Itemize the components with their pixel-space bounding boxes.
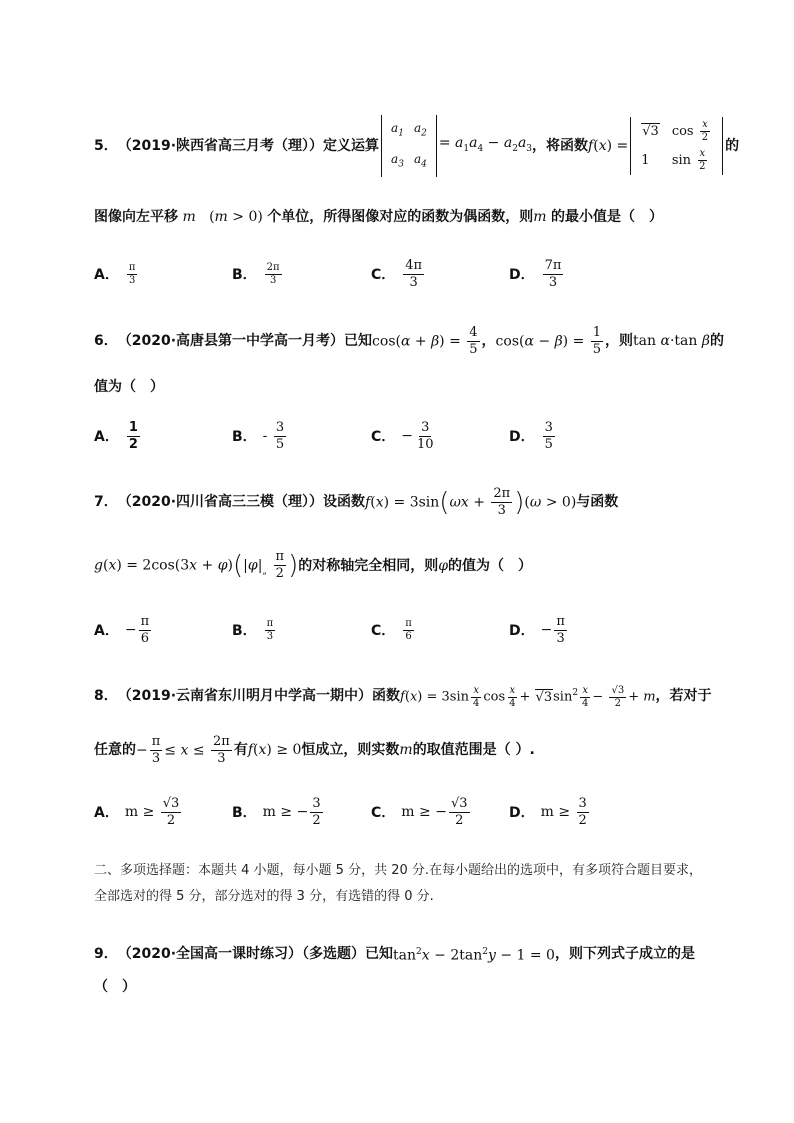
q6-options (94, 416, 654, 456)
q7-option-a[interactable]: A． − $\frac{\pi}{6}$ (94, 613, 150, 646)
q6-text-a: 已知 (344, 333, 373, 349)
q8-line2-c: 恒成立，则实数 (301, 742, 400, 758)
q9-source: （2020·全国高一课时练习）（多选题） (117, 946, 366, 962)
q7-options (94, 610, 654, 650)
q8-option-c[interactable]: C． m ≥ − $\frac{√3}{2}$ (371, 795, 468, 828)
q7-text-b: 与函数 (576, 494, 619, 510)
q7-option-d[interactable]: D． − $\frac{\pi}{3}$ (509, 613, 565, 646)
q5-line2-b: 个单位，所得图像对应的函数为偶函数，则 (267, 209, 534, 225)
q5-option-a[interactable]: A． $\frac{\pi}{3}$ (94, 261, 136, 286)
q7-line2-c: 的值为（ ） (448, 558, 533, 574)
q9-text-a: 已知 (365, 946, 394, 962)
q5-options (94, 254, 654, 294)
q9-text-b: ，则下列式子成立的是 (554, 946, 695, 962)
q5-line2-c: 的最小值是（ ） (551, 209, 664, 225)
q8-range: − $\frac{\pi}{3}$ ≤ x ≤ $\frac{2\pi}{3}$ (136, 733, 230, 766)
q5-text-c: 的 (725, 138, 740, 154)
q8-line2-d: 的取值范围是（ ）. (412, 742, 535, 758)
q6-text-c: ，则 (605, 333, 634, 349)
q7-line2-b: 的对称轴完全相同，则 (298, 558, 439, 574)
q5-source: （2019·陕西省高三月考（理）） (117, 138, 324, 154)
question-9 (94, 940, 714, 998)
q6-source: （2020·高唐县第一中学高一月考） (117, 333, 345, 349)
q5-text-b: ，将函数 (532, 138, 589, 154)
q5-formula: = $a_1a_4 - a_2a_3$ (438, 135, 533, 154)
q8-fx: f(x) = 3sin $\frac{x}{4}$ cos $\frac{x}{4}$ + $√3\sin^2$ $\frac{x}{4}$ − $\frac{√3}{2}$ + m (400, 684, 656, 709)
q7-option-b[interactable]: B． $\frac{\pi}{3}$ (232, 617, 274, 642)
q8-text-b: ，若对于 (655, 688, 712, 704)
question-5: 5． （2019·陕西省高三月考（理）） 定义运算 $a_1$ $a_2$ $a_3$ $a_4$ = $a_1a_4 - a_2a_3$ ，将函数 f(x) = √3 cos $\frac{x}{2}$ 1 sin $\frac{x}{2}$ 的 图像向左平移 m (m > 0) 个单位，所得图像对应的函数为偶函数，则m 的最小值是（ ） (94, 108, 714, 228)
q6-number: 6． (94, 333, 118, 349)
q8-line2-b: 有 (233, 742, 248, 758)
q5-determinant: $a_1$ $a_2$ $a_3$ $a_4$ (381, 115, 437, 178)
q5-number: 5． (94, 138, 118, 154)
q5-option-d[interactable]: D． $\frac{7\pi}{3}$ (509, 257, 562, 290)
q8-source: （2019·云南省东川明月中学高一期中） (117, 688, 373, 704)
q8-text-a: 函数 (372, 688, 401, 704)
q8-options (94, 792, 654, 832)
q5-text-a: 定义运算 (323, 138, 380, 154)
q5-option-c[interactable]: C． $\frac{4\pi}{3}$ (371, 257, 423, 290)
q6-option-a[interactable]: A． $\frac{1}{2}$ (94, 419, 138, 452)
q6-option-c[interactable]: C． − $\frac{3}{10}$ (371, 419, 434, 452)
q6-text-b: ， (481, 333, 496, 349)
q6-option-d[interactable]: D． $\frac{3}{5}$ (509, 419, 553, 452)
q8-cond: f(x) ≥ 0 (247, 742, 302, 758)
q8-option-a[interactable]: A． m ≥ $\frac{√3}{2}$ (94, 795, 180, 828)
question-6 (94, 322, 724, 398)
q9-number: 9． (94, 946, 118, 962)
q7-option-c[interactable]: C． $\frac{\pi}{6}$ (371, 617, 412, 642)
q7-source: （2020·四川省高三三模（理）） (117, 494, 324, 510)
q7-gx: $g(x) = 2\cos(3x + \varphi)(|\varphi|_„$ $\frac{\pi}{2}$ ) (94, 549, 299, 582)
q6-expr: tan α·tan β (633, 333, 710, 349)
q5-line2-a: 图像向左平移 (94, 209, 178, 225)
q9-eq: $\tan^2x - 2\tan^2y - 1 = 0$ (393, 947, 555, 964)
question-7: 7． （2020·四川省高三三模（理）） 设函数 f(x) = 3sin(ωx + $\frac{2\pi}{3}$ )(ω > 0) 与函数 $g(x) = 2\cos(3x + \varphi)(|\varphi|_„$ $\frac{\pi}{2}$ ) 的对称轴完全相同，则 φ 的值为（ ） (94, 485, 619, 582)
q7-number: 7． (94, 494, 118, 510)
section-2-instructions: 二、多项选择题：本题共 4 小题，每小题 5 分，共 20 分.在每小题给出的选项中，有多项符合题目要求，全部选对的得 5 分，部分选对的得 3 分，有选错的得 0 分. (94, 863, 703, 904)
q8-option-d[interactable]: D． m ≥ $\frac{3}{2}$ (509, 795, 587, 828)
q6-text-d: 的 (709, 333, 724, 349)
q5-m-var: m (m > 0) (182, 209, 263, 225)
q6-eq1: cos(α + β) = $\frac{4}{5}$ (372, 324, 478, 357)
q6-eq2: cos(α − β) = $\frac{1}{5}$ (495, 324, 602, 357)
question-8: 8． （2019·云南省东川明月中学高一期中） 函数 f(x) = 3sin $\frac{x}{4}$ cos $\frac{x}{4}$ + $√3\sin^2$ $\frac{x}{4}$ − $\frac{√3}{2}$ + m ，若对于 任意的 − $\frac{\pi}{3}$ ≤ x ≤ $\frac{2\pi}{3}$ 有 f(x) ≥ 0 恒成立，则实数 m 的取值范围是（ ）. (94, 676, 714, 772)
q5-matrix: √3 cos $\frac{x}{2}$ 1 sin $\frac{x}{2}$ (630, 117, 723, 175)
q7-text-a: 设函数 (323, 494, 366, 510)
q8-number: 8． (94, 688, 118, 704)
q9-line2: （ ） (94, 979, 136, 995)
q7-fx: f(x) = 3sin(ωx + $\frac{2\pi}{3}$ )(ω > 0) (365, 485, 577, 518)
q6-option-b[interactable]: B． - $\frac{3}{5}$ (232, 419, 285, 452)
q5-fx: f(x) = (588, 138, 629, 154)
q8-option-b[interactable]: B． m ≥ − $\frac{3}{2}$ (232, 795, 321, 828)
q5-option-b[interactable]: B． $\frac{2\pi}{3}$ (232, 261, 280, 286)
q8-line2-a: 任意的 (94, 742, 136, 758)
q6-line2: 值为（ ） (94, 379, 164, 395)
